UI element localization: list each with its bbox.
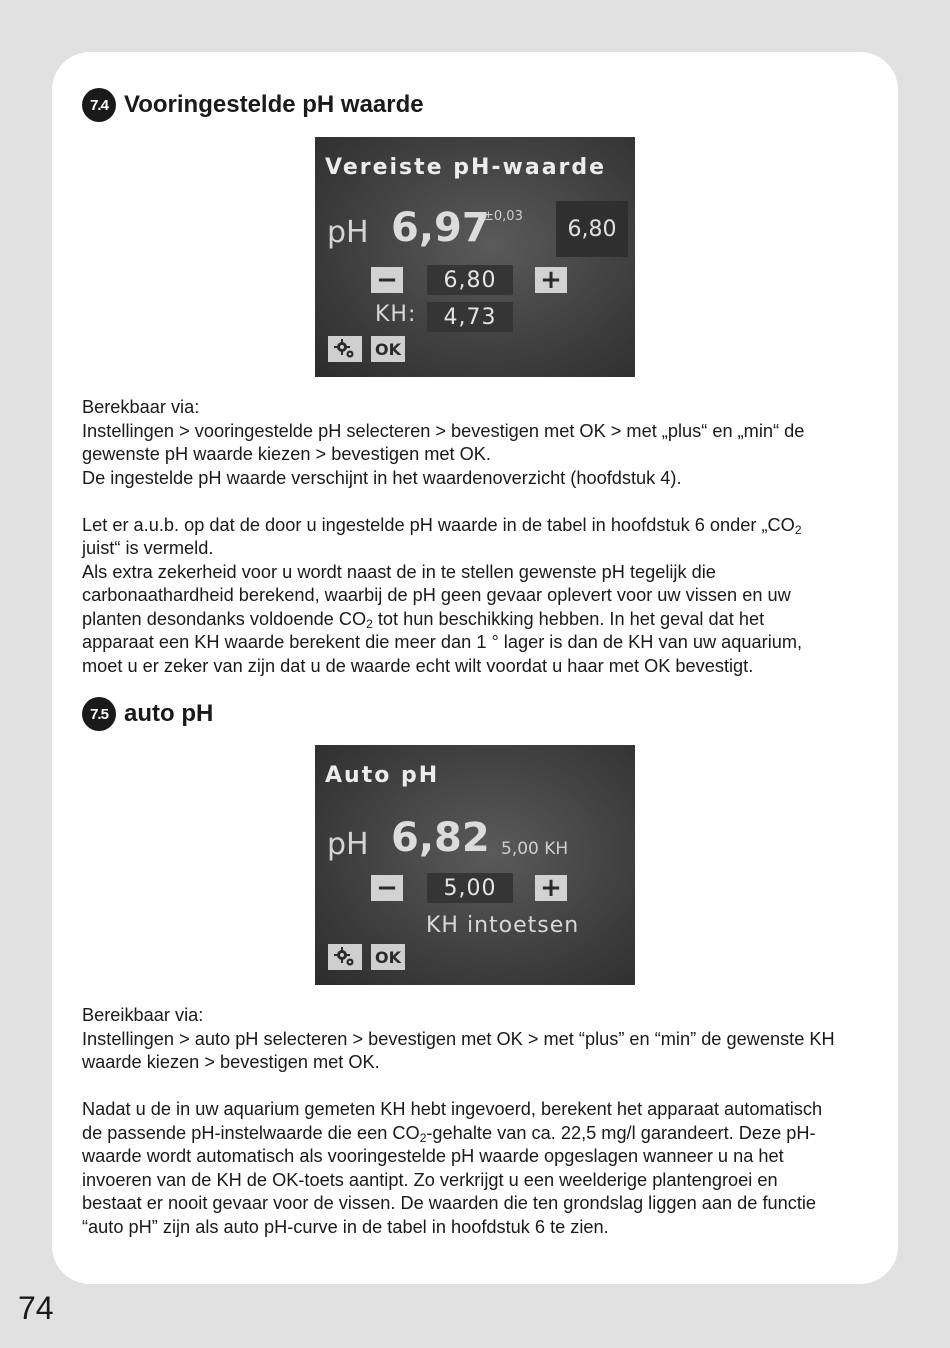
section-title: Vooringestelde pH waarde (124, 91, 424, 118)
kh-label: KH: (375, 302, 417, 327)
kh-reading: 5,00 KH (501, 839, 569, 859)
section-7-5-text (82, 1004, 872, 1239)
device-screen-auto-ph (315, 745, 635, 985)
ok-button[interactable]: OK (371, 336, 405, 362)
paragraph-line: juist“ is vermeld. (82, 538, 214, 558)
paragraph-line: “auto pH” zijn als auto pH-curve in de tabel in hoofdstuk 6 te zien. (82, 1216, 609, 1237)
paragraph-line: Berekbaar via: (82, 397, 200, 417)
section-heading-7-5 (82, 697, 213, 731)
ph-tolerance: ±0,03 (483, 209, 523, 224)
ph-reading: 6,97 (391, 205, 490, 251)
ok-button[interactable]: OK (371, 944, 405, 970)
value-field: 6,80 (427, 265, 513, 295)
section-number-badge: 7.5 (82, 697, 116, 731)
kh-value-field: 4,73 (427, 302, 513, 332)
paragraph-line: waarde kiezen > bevestigen met OK. (82, 1052, 380, 1072)
gear-icon (334, 947, 356, 967)
paragraph-line: apparaat een KH waarde berekent die meer dan 1 ° lager is dan de KH van uw aquarium, (82, 632, 803, 652)
screen-title: Vereiste pH-waarde (325, 155, 607, 180)
paragraph-line: de passende pH-instelwaarde die een $CO_2$-gehalte van ca. 22,5 mg/l garandeert. Deze pH- (82, 1122, 816, 1145)
paragraph-line: carbonaathardheid berekend, waarbij de pH geen gevaar oplevert voor uw vissen en uw (82, 585, 791, 605)
settings-button[interactable] (328, 336, 362, 362)
ph-label: pH (327, 827, 369, 862)
kh-entry-prompt: KH intoetsen (426, 913, 580, 938)
minus-button[interactable]: − (371, 267, 403, 293)
paragraph-line: De ingestelde pH waarde verschijnt in het waardenoverzicht (hoofdstuk 4). (82, 467, 682, 488)
setpoint-display: 6,80 (556, 201, 628, 257)
section-title: auto pH (124, 700, 214, 727)
paragraph-line: Als extra zekerheid voor u wordt naast de in te stellen gewenste pH tegelijk die (82, 561, 716, 582)
ph-reading: 6,82 (391, 815, 490, 861)
screen-title: Auto pH (325, 763, 440, 788)
plus-button[interactable]: + (535, 267, 567, 293)
paragraph-line: invoeren van de KH de OK-toets aantipt. Zo verkrijgt u een weelderige plantengroei en (82, 1169, 778, 1190)
ph-label: pH (327, 215, 369, 250)
paragraph-line: Instellingen > vooringestelde pH selecteren > bevestigen met OK > met „plus“ en „min“ de (82, 420, 805, 441)
paragraph-line: Instellingen > auto pH selecteren > bevestigen met OK > met “plus” en “min” de gewenste KH (82, 1028, 835, 1049)
paragraph-line: Bereikbaar via: (82, 1005, 204, 1025)
paragraph-line: bestaat er nooit gevaar voor de vissen. De waarden die ten grondslag liggen aan de functie (82, 1193, 817, 1213)
gear-icon (334, 339, 356, 359)
paragraph-line: moet u er zeker van zijn dat u de waarde echt wilt voordat u haar met OK bevestigt. (82, 655, 754, 676)
paragraph-line: planten desondanks voldoende $CO_2$ tot hun beschikking hebben. In het geval dat het (82, 608, 765, 631)
paragraph-line: gewenste pH waarde kiezen > bevestigen met OK. (82, 444, 491, 464)
paragraph-line: waarde wordt automatisch als vooringestelde pH waarde opgeslagen wanneer u na het (82, 1146, 784, 1166)
plus-button[interactable]: + (535, 875, 567, 901)
device-screen-preset-ph (315, 137, 635, 377)
paragraph-line: Let er a.u.b. op dat de door u ingestelde pH waarde in de tabel in hoofdstuk 6 onder $„CO_2$ (82, 514, 802, 537)
paragraph-line: Nadat u de in uw aquarium gemeten KH hebt ingevoerd, berekent het apparaat automatisch (82, 1099, 823, 1119)
settings-button[interactable] (328, 944, 362, 970)
value-field: 5,00 (427, 873, 513, 903)
section-heading-7-4 (82, 88, 424, 122)
minus-button[interactable]: − (371, 875, 403, 901)
page-number: 74 (18, 1290, 54, 1326)
section-number-badge: 7.4 (82, 88, 116, 122)
section-7-4-text (82, 396, 872, 678)
